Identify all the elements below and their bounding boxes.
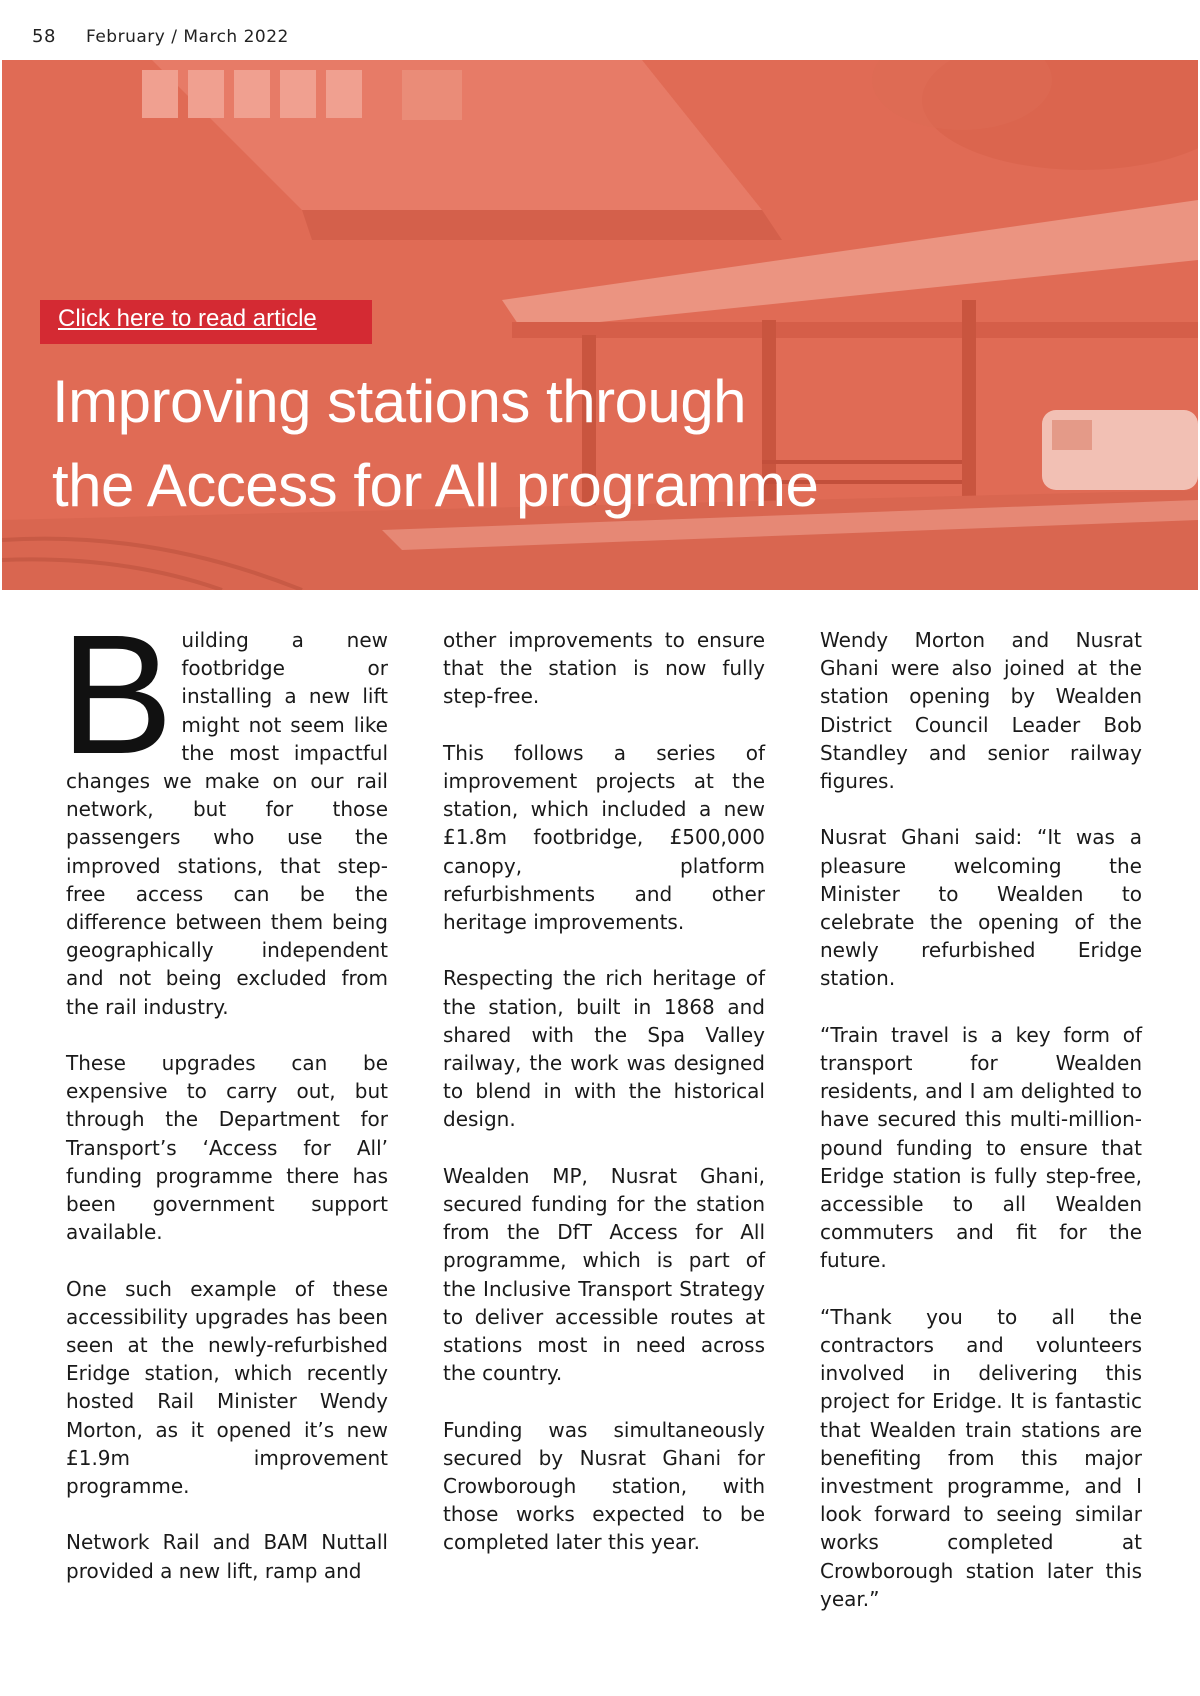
paragraph: “Thank you to all the contractors and volunteers involved in delivering this project for Eridge. It is fantastic that Wealden train stations are benefiting from this major investment programme, and I look forward to seeing similar works completed at Crowborough station later this year.”	[820, 1304, 1142, 1611]
paragraph: These upgrades can be expensive to carry out, but through the Department for Transport’s ‘Access for All’ funding programme there has been government support available.	[66, 1051, 388, 1245]
headline-line-1: Improving stations through	[52, 368, 747, 435]
headline-line-2: the Access for All programme	[52, 452, 819, 519]
paragraph-text: uilding a new footbridge or installing a new lift might not seem like the most impactful changes we make on our rail network, but for those passengers who use the improved stations, that step-free access can be the difference between them being geographically independent and not being excluded from the rail industry.	[66, 628, 388, 1019]
article-column-3	[820, 626, 1142, 1641]
paragraph: “Train travel is a key form of transport for Wealden residents, and I am delighted to have secured this multi-million-pound funding to ensure that Eridge station is fully step-free, accessible to all Wealden commuters and fit for the future.	[820, 1022, 1142, 1273]
paragraph: One such example of these accessibility upgrades has been seen at the newly-refurbished Eridge station, which recently hosted Rail Minister Wendy Morton, as it opened it’s new £1.9m improvement programme.	[66, 1276, 388, 1499]
paragraph: Funding was simultaneously secured by Nusrat Ghani for Crowborough station, with those works expected to be completed later this year.	[443, 1417, 765, 1555]
paragraph: This follows a series of improvement projects at the station, which included a new £1.8m footbridge, £500,000 canopy, platform refurbishments and other heritage improvements.	[443, 740, 765, 935]
page-number: 58	[32, 26, 56, 47]
paragraph: Wendy Morton and Nusrat Ghani were also joined at the station opening by Wealden District Council Leader Bob Standley and senior railway figures.	[820, 628, 1142, 794]
article-headline	[52, 360, 1052, 528]
paragraph: Nusrat Ghani said: “It was a pleasure welcoming the Minister to Wealden to celebrate the opening of the newly refurbished Eridge station.	[820, 825, 1142, 991]
drop-cap: B	[60, 600, 174, 790]
paragraph	[60, 600, 388, 1021]
paragraph: other improvements to ensure that the station is now fully step-free.	[443, 628, 765, 709]
page-header	[0, 0, 1200, 60]
hero-banner	[2, 60, 1198, 590]
issue-date: February / March 2022	[86, 27, 289, 47]
paragraph: Wealden MP, Nusrat Ghani, secured funding for the station from the DfT Access for All programme, which is part of the Inclusive Transport Strategy to deliver accessible routes at stations most in need across the country.	[443, 1163, 765, 1386]
read-article-button[interactable]: Click here to read article	[40, 300, 372, 344]
paragraph: Network Rail and BAM Nuttall provided a new lift, ramp and	[66, 1530, 388, 1583]
article-column-2	[443, 626, 765, 1585]
paragraph: Respecting the rich heritage of the station, built in 1868 and shared with the Spa Valley railway, the work was designed to blend in with the historical design.	[443, 966, 765, 1132]
article-column-1	[60, 600, 388, 1613]
